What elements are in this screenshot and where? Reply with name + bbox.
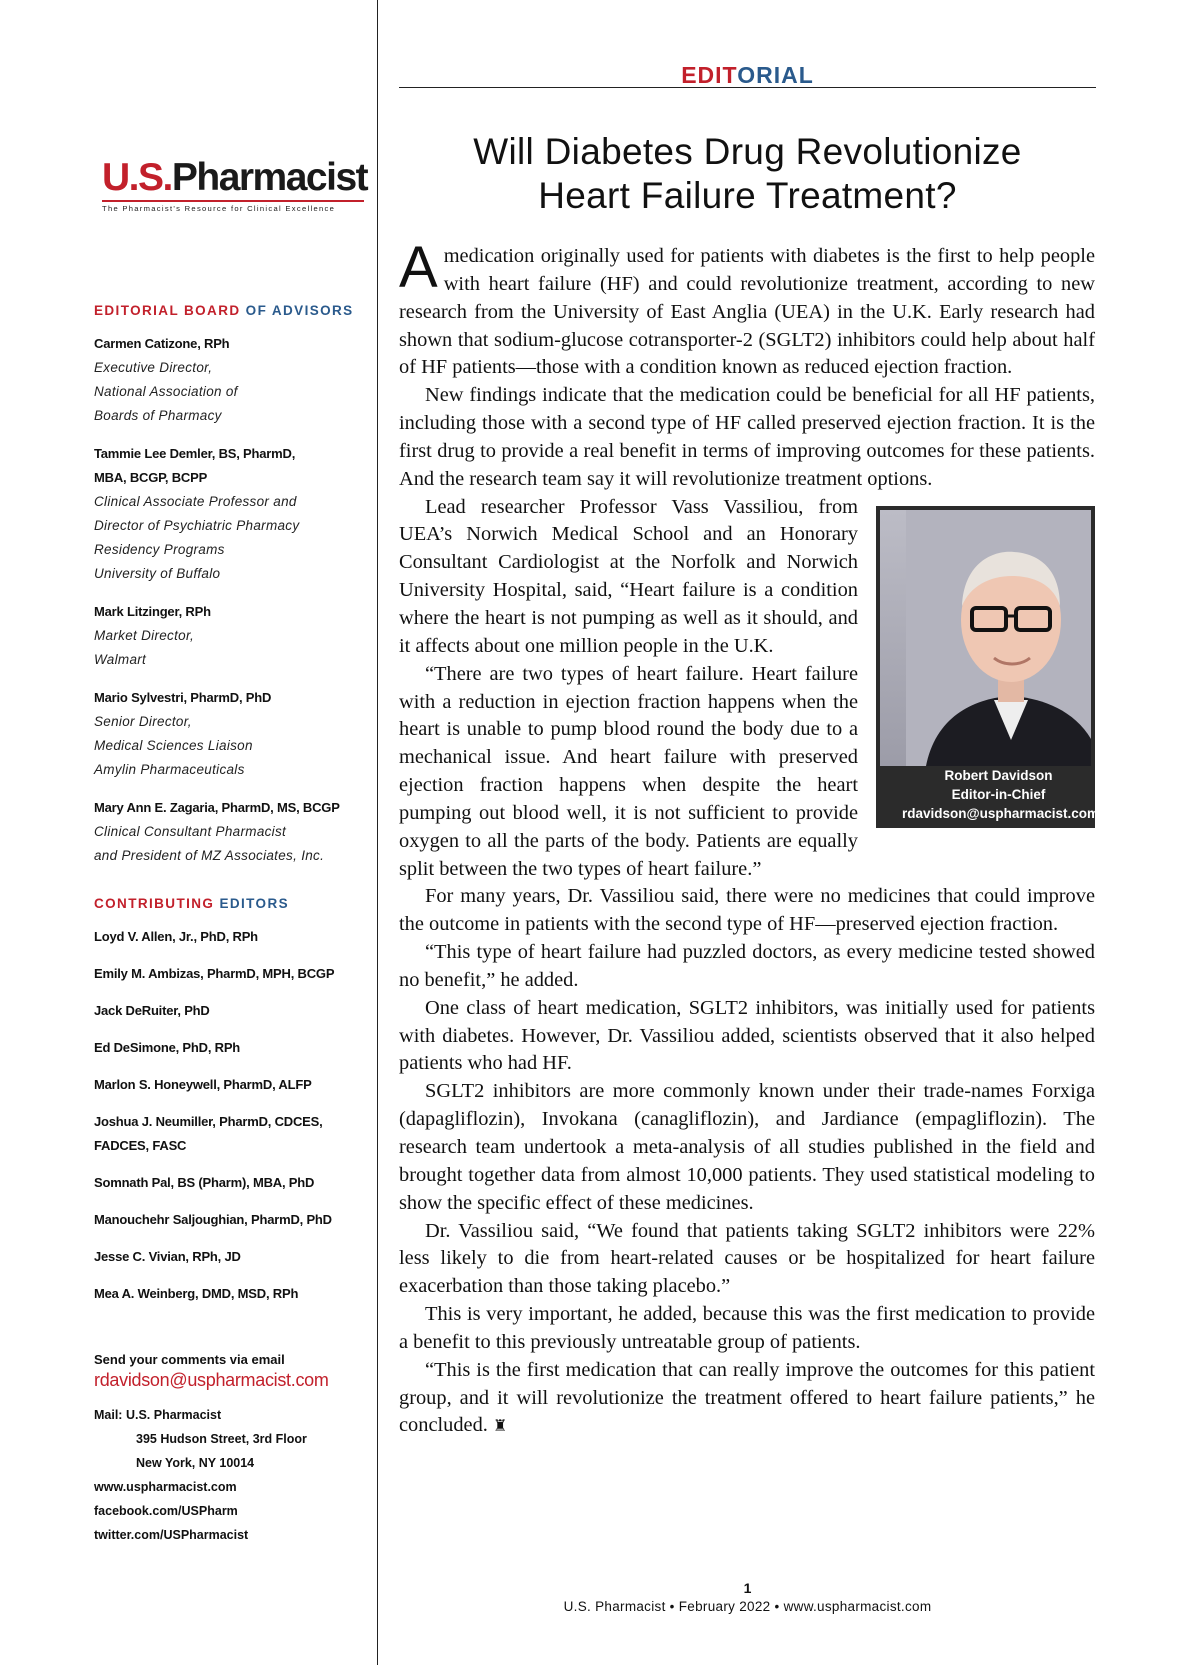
end-mark-icon: ♜ xyxy=(493,1418,508,1436)
contributing-editor: Joshua J. Neumiller, PharmD, CDCES, xyxy=(94,1114,323,1129)
board-member xyxy=(94,442,369,586)
caption-name: Robert Davidson xyxy=(944,767,1053,783)
facebook-link[interactable]: facebook.com/USPharm xyxy=(94,1504,238,1518)
member-role: Executive Director, xyxy=(94,360,213,375)
member-role: Clinical Associate Professor and xyxy=(94,494,297,509)
logo-pharmacist: Pharmacist xyxy=(171,156,368,199)
article-body xyxy=(399,235,1099,1441)
paragraph: This is very important, he added, because this was the first medication to provide a benefit to this previously untreatable group of patients. xyxy=(399,1303,1095,1353)
member-role: Boards of Pharmacy xyxy=(94,408,222,423)
contributing-editors xyxy=(94,896,369,1306)
member-role: National Association of xyxy=(94,384,238,399)
drop-cap: A xyxy=(399,235,438,300)
board-member xyxy=(94,332,369,428)
paragraph: Robert Davidson Editor-in-Chief rdavidson@uspharmacist.com Lead researcher Professor Vass Vassiliou, from UEA’s Norwich Medical School and an Honorary Consultant Cardiologist at the Norfolk and Norwich University Hospital, said, “Heart failure is a condition where the heart is not pumping as well as it should, and it affects about one million people in the U.K. xyxy=(399,494,1095,661)
member-role: Residency Programs xyxy=(94,542,225,557)
paragraph: “There are two types of heart failure. Heart failure with a reduction in ejection fraction happens when the heart is unable to pump blood round the body due to a mechanical issue. And heart failure with preserved ejection fraction happens when despite the heart pumping out blood well, it is not sufficient to provide oxygen to all the parts of the body. Patients are equally split between the two types of heart failure.” xyxy=(399,662,858,880)
board-member xyxy=(94,600,369,672)
twitter-link[interactable]: twitter.com/USPharmacist xyxy=(94,1528,249,1542)
member-role: Medical Sciences Liaison xyxy=(94,738,253,753)
editor-photo xyxy=(880,510,1091,766)
editorial-board xyxy=(94,303,369,868)
member-name: Tammie Lee Demler, BS, PharmD, xyxy=(94,446,296,461)
member-name: Mario Sylvestri, PharmD, PhD xyxy=(94,690,272,705)
contributing-editor: Marlon S. Honeywell, PharmD, ALFP xyxy=(94,1077,312,1092)
paragraph: For many years, Dr. Vassiliou said, there were no medicines that could improve the outcome in patients with the second type of HF—preserved ejection fraction. xyxy=(399,885,1095,936)
photo-caption xyxy=(876,766,1099,823)
page-number: 1 xyxy=(743,1580,752,1596)
section-header xyxy=(399,62,1096,88)
member-name: Mark Litzinger, RPh xyxy=(94,604,211,619)
paragraph: “This is the first medication that can really improve the outcomes for this patient group, and it will revolutionize the treatment offered to heart failure patients,” he concluded. ♜ xyxy=(399,1358,1095,1437)
contact-label: Send your comments via email xyxy=(94,1352,285,1367)
member-role: University of Buffalo xyxy=(94,566,221,581)
member-role: Market Director, xyxy=(94,628,195,643)
member-name: Mary Ann E. Zagaria, PharmD, MS, BCGP xyxy=(94,800,340,815)
member-role: Director of Psychiatric Pharmacy xyxy=(94,518,300,533)
contributing-editor: Ed DeSimone, PhD, RPh xyxy=(94,1040,241,1055)
section-header-edit: EDIT xyxy=(681,62,738,88)
contributing-editor: Jesse C. Vivian, RPh, JD xyxy=(94,1249,241,1264)
paragraph: One class of heart medication, SGLT2 inhibitors, was initially used for patients with diabetes. However, Dr. Vassiliou added, scientists observed that it also helped patients who had HF. xyxy=(399,996,1095,1075)
paragraph: Amedication originally used for patients with diabetes is the first to help people with heart failure (HF) and could revolutionize treatment, according to new research from the University of East Anglia (UEA) in the U.K. Early research had shown that sodium-glucose cotransporter-2 (SGLT2) inhibitors could help about half of HF patients—those with a condition known as reduced ejection fraction. xyxy=(399,235,1095,379)
paragraph: Dr. Vassiliou said, “We found that patients taking SGLT2 inhibitors were 22% less likely to die from heart-related causes or be hospitalized for heart failure exacerbation than those taking placebo.” xyxy=(399,1219,1095,1298)
contributing-editor: Manouchehr Saljoughian, PharmD, PhD xyxy=(94,1212,332,1227)
member-role: and President of MZ Associates, Inc. xyxy=(94,848,325,863)
article-title xyxy=(399,130,1096,218)
portrait-illustration xyxy=(906,510,1091,766)
contact-info xyxy=(94,1352,369,1547)
contributing-editor: Loyd V. Allen, Jr., PhD, RPh xyxy=(94,929,258,944)
contributing-editor-cont: FADCES, FASC xyxy=(94,1138,187,1153)
contributing-editor: Emily M. Ambizas, PharmD, MPH, BCGP xyxy=(94,966,335,981)
title-line-2: Heart Failure Treatment? xyxy=(538,175,957,216)
contributing-editor: Mea A. Weinberg, DMD, MSD, RPh xyxy=(94,1286,299,1301)
member-name: Carmen Catizone, RPh xyxy=(94,336,230,351)
member-role: Amylin Pharmaceuticals xyxy=(94,762,245,777)
paragraph: New findings indicate that the medication could be beneficial for all HF patients, including those with a second type of HF called preserved ejection fraction. It is the first drug to provide a real benefit in terms of improving outcomes for these patients. And the research team say it will revolutionize treatment options. xyxy=(399,384,1095,490)
member-name: MBA, BCGP, BCPP xyxy=(94,470,208,485)
caption-role: Editor-in-Chief xyxy=(951,786,1046,802)
paragraph: SGLT2 inhibitors are more commonly known under their trade-names Forxiga (dapagliflozin), Invokana (canagliflozin), and Jardiance (empagliflozin). The research team undertook a meta-analysis of all studies published in the field and brought together data from almost 10,000 patients. They used statistical modeling to show the specific effect of these medicines. xyxy=(399,1080,1095,1214)
mail-city: New York, NY 10014 xyxy=(136,1456,255,1470)
board-member xyxy=(94,796,369,868)
contact-email-link[interactable]: rdavidson@uspharmacist.com xyxy=(94,1370,329,1390)
website-link[interactable]: www.uspharmacist.com xyxy=(94,1480,237,1494)
contributing-editor: Somnath Pal, BS (Pharm), MBA, PhD xyxy=(94,1175,315,1190)
logo-us: U.S. xyxy=(102,156,172,199)
member-role: Senior Director, xyxy=(94,714,192,729)
editor-photo-box xyxy=(876,506,1099,828)
footer-line: U.S. Pharmacist • February 2022 • www.uspharmacist.com xyxy=(563,1599,932,1614)
logo-tagline: The Pharmacist's Resource for Clinical Excellence xyxy=(102,204,336,213)
contributing-heading: CONTRIBUTING EDITORS xyxy=(94,896,290,911)
caption-email: rdavidson@uspharmacist.com xyxy=(902,805,1099,821)
mail-label: Mail: U.S. Pharmacist xyxy=(94,1408,222,1422)
title-line-1: Will Diabetes Drug Revolutionize xyxy=(473,131,1022,172)
board-member xyxy=(94,686,369,782)
member-role: Clinical Consultant Pharmacist xyxy=(94,824,287,839)
page-footer xyxy=(399,1580,1096,1614)
member-role: Walmart xyxy=(94,652,147,667)
paragraph: “This type of heart failure had puzzled doctors, as every medicine tested showed no benefit,” he added. xyxy=(399,941,1095,991)
mail-address: 395 Hudson Street, 3rd Floor xyxy=(136,1432,307,1446)
board-heading: EDITORIAL BOARD OF ADVISORS xyxy=(94,303,354,318)
section-header-orial: ORIAL xyxy=(737,62,814,88)
contributing-editor: Jack DeRuiter, PhD xyxy=(94,1003,210,1018)
logo-rule xyxy=(102,200,364,202)
uspharmacist-logo xyxy=(102,156,368,213)
